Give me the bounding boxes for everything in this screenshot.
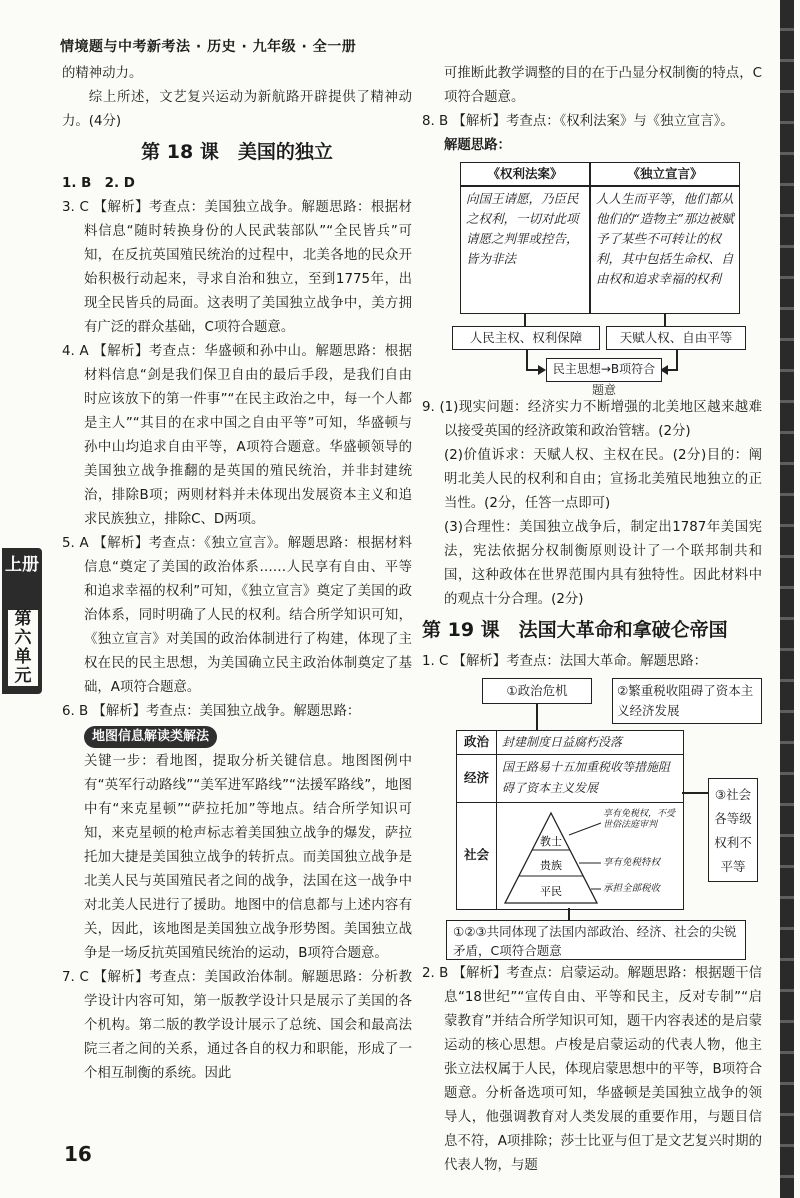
summary-box: ①②③共同体现了法国内部政治、经济、社会的尖锐矛盾，C项符合题意 [446, 920, 746, 960]
page-number: 16 [64, 1142, 92, 1166]
political-crisis-box: ①政治危机 [482, 678, 592, 704]
politics-text: 封建制度日益腐朽没落 [497, 731, 683, 755]
answer-4: 4. A 【解析】考查点：华盛顿和孙中山。解题思路：根据材料信息“剑是我们保卫自由的最后手段，是我们自由时应该放下的第一件事”“在民主政治之中，每一个人都是主人”“其目的在求中国之自由平等”可知，华盛顿与孙中山均追求自由平等，A项符合题意。华盛顿领导的美国独立战争推翻的是英国的殖民统治，并非封建统治，排除B项；两则材料并未体现出发展资本主义和追求民族独立，排除C、D两项。 [62, 344, 412, 527]
causes-table [456, 730, 684, 910]
bill-of-rights-diagram [422, 162, 762, 397]
answer-9-2: (2)价值诉求：天赋人权、主权在民。(2分)目的：阐明北美人民的权利和自由；宣扬北美殖民地独立的正当性。(2分，任答一点即可) [444, 448, 762, 511]
lesson-19-title: 第 19 课 法国大革命和拿破仑帝国 [422, 619, 728, 641]
connector [568, 908, 570, 920]
tier-clergy: 教士 [540, 835, 562, 848]
final-conclusion-box: 民主思想→B项符合题意 [546, 358, 662, 382]
answer-6: 6. B 【解析】考查点：美国独立战争。解题思路： [62, 704, 361, 719]
right-title-box: 《独立宣言》 [590, 162, 740, 186]
answer-1-2: 1. B 2. D [62, 176, 135, 191]
answer-19-1: 1. C 【解析】考查点：法国大革命。解题思路： [422, 654, 708, 669]
tier-commons: 平民 [540, 885, 562, 898]
clergy-note: 享有免税权，不受世俗法庭审判 [603, 809, 676, 830]
right-conclusion-box: 天赋人权、自由平等 [606, 326, 746, 350]
connector [676, 350, 678, 370]
answer-7: 7. C 【解析】考查点：美国政治体制。解题思路：分析教学设计内容可知，第一版教学设计只是展示了美国的各个机构。第二版的教学设计展示了总统、国会和最高法院三者之间的关系，通过各自的权力和职能，形成了一个相互制衡的系统。因此 [62, 970, 412, 1081]
answer-7-continued: 可推断此教学调整的目的在于凸显分权制衡的特点，C项符合题意。 [444, 66, 762, 105]
inequality-box: ③社会各等级权利不平等 [708, 778, 758, 882]
left-content-box: 向国王请愿，乃臣民之权利，一切对此项请愿之判罪或控告，皆为非法 [460, 186, 590, 314]
right-column [422, 62, 762, 1178]
connector [524, 314, 526, 326]
volume-label: 上册 [5, 555, 39, 575]
answer-9-1: 9. (1)现实问题：经济实力不断增强的北美地区越来越难以接受英国的经济政策和政治管辖。(2分) [422, 400, 762, 439]
method-tag: 地图信息解读类解法 [84, 726, 217, 748]
lesson-18-title: 第 18 课 美国的独立 [141, 141, 333, 163]
unit-side-tab [2, 548, 42, 694]
intro-line: 的精神动力。 [62, 66, 143, 81]
left-conclusion-box: 人民主权、权利保障 [452, 326, 600, 350]
connector [536, 704, 538, 730]
connector [664, 314, 666, 326]
intro-summary: 综上所述，文艺复兴运动为新航路开辟提供了精神动力。(4分) [62, 90, 412, 129]
french-revolution-diagram [422, 678, 762, 962]
running-header: 情境题与中考新考法 · 历史 · 九年级 · 全一册 [60, 39, 357, 55]
answer-8-label: 解题思路： [444, 138, 511, 153]
answer-8: 8. B 【解析】考查点：《权利法案》与《独立宣言》。 [422, 114, 734, 129]
unit-label: 第六单元 [8, 610, 38, 686]
connector [682, 792, 708, 794]
answer-5: 5. A 【解析】考查点：《独立宣言》。解题思路：根据材料信息“奠定了美国的政治体系……人民享有自由、平等和追求幸福的权利”可知，《独立宣言》奠定了美国的政治体系，同时明确了人民的权利。结合所学知识可知，《独立宣言》对美国的政治体制进行了构建，体现了主权在民的民主思想，为美国确立民主政治体制奠定了基础，A项符合题意。 [62, 536, 412, 695]
connector [526, 350, 528, 370]
tier-nobility: 贵族 [540, 859, 562, 872]
left-column [62, 62, 412, 1086]
tax-burden-box: ②繁重税收阻碍了资本主义经济发展 [612, 678, 762, 724]
economy-label: 经济 [457, 755, 497, 803]
answer-9-3: (3)合理性：美国独立战争后，制定出1787年美国宪法，宪法依据分权制衡原则设计了一个联邦制共和国，这种政体在世界范围内具有独特性。因此材料中的观点十分合理。(2分) [444, 520, 762, 607]
right-content-box: 人人生而平等，他们都从他们的“造物主”那边被赋予了某些不可转让的权利，其中包括生命权、自由权和追求幸福的权利 [590, 186, 740, 314]
society-label: 社会 [457, 803, 497, 909]
note-pointer [569, 823, 601, 835]
nobility-note: 享有免税特权 [603, 857, 661, 868]
economy-text: 国王路易十五加重税收等措施阻碍了资本主义发展 [497, 755, 683, 803]
page-edge-bar [780, 0, 794, 1198]
arrow-right-icon [538, 365, 546, 375]
politics-label: 政治 [457, 731, 497, 755]
answer-19-2: 2. B 【解析】考查点：启蒙运动。解题思路：根据题干信息“18世纪”“宣传自由、平等和民主，反对专制”“启蒙教育”并结合所学知识可知，题干内容表述的是启蒙运动的核心思想。卢梭是启蒙运动的代表人物，他主张立法权属于人民，体现启蒙思想中的平等，B项符合题意。分析备选项可知，华盛顿是美国独立战争的领导人，他强调教育对人类发展的重要作用，与题目信息不符，A项排除；莎士比亚与但丁是文艺复兴时期的代表人物，与题 [422, 966, 762, 1173]
answer-6-body: 关键一步：看地图，提取分析关键信息。地图图例中有“英军行动路线”“美军进军路线”“法援军路线”，地图中有“来克星顿”“萨拉托加”等地点。结合所学知识可知，来克星顿的枪声标志着美国独立战争的爆发，萨拉托加大捷是美国独立战争的转折点。而美国独立战争是北美人民与英国殖民者之间的战争，法国在这一战争中对北美人民进行了援助。地图中的信息都与上述内容有关，因此，该地图是美国独立战争形势图。美国独立战争是一场反抗英国殖民统治的运动，B项符合题意。 [84, 754, 412, 961]
answer-3: 3. C 【解析】考查点：美国独立战争。解题思路：根据材料信息“随时转换身份的人民武装部队”“全民皆兵”可知，在反抗英国殖民统治的过程中，北美各地的民众开始积极行动起来，寻求自治和独立，至到1775年，出现全民皆兵的局面。这表明了美国独立战争中，美方拥有广泛的群众基础，C项符合题意。 [62, 200, 412, 335]
commons-note: 承担全部税收 [603, 883, 661, 894]
left-title-box: 《权利法案》 [460, 162, 590, 186]
